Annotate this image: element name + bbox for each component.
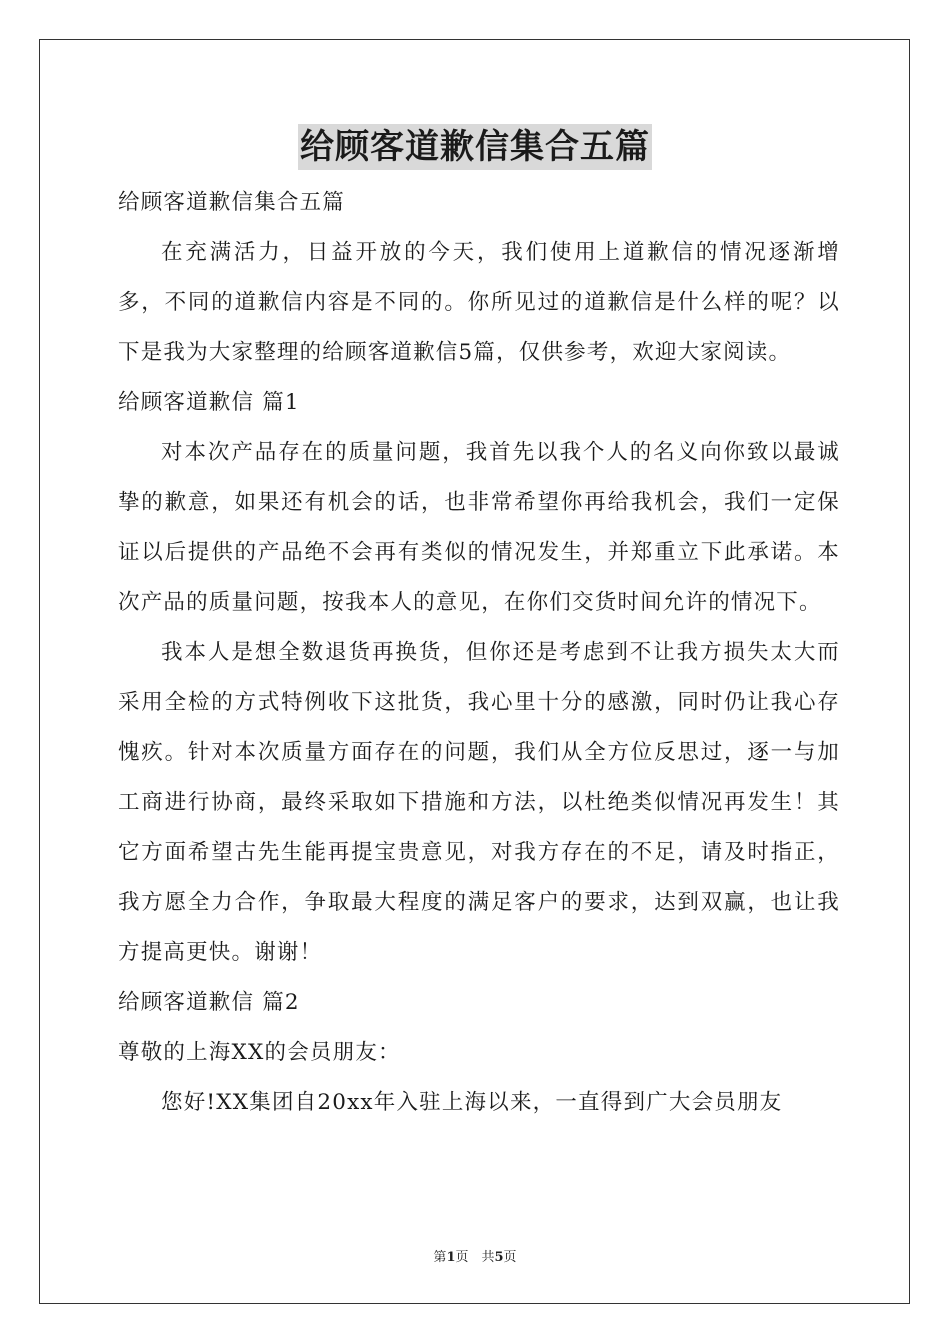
section-heading: 给顾客道歉信 篇1 (118, 390, 300, 415)
document-body (118, 178, 840, 1128)
footer-page-number: 1 (446, 1250, 456, 1265)
footer-mid: 页 共 (455, 1250, 495, 1265)
footer-total-pages: 5 (494, 1250, 504, 1265)
paragraph: 在充满活力，日益开放的今天，我们使用上道歉信的情况逐渐增多，不同的道歉信内容是不同的。你所见过的道歉信是什么样的呢？以下是我为大家整理的给顾客道歉信5篇，仅供参考，欢迎大家阅读。 (118, 240, 840, 365)
paragraph: 给顾客道歉信集合五篇 (118, 190, 346, 215)
footer-suffix: 页 (503, 1250, 517, 1265)
paragraph: 对本次产品存在的质量问题，我首先以我个人的名义向你致以最诚挚的歉意，如果还有机会的话，也非常希望你再给我机会，我们一定保证以后提供的产品绝不会再有类似的情况发生，并郑重立下此承诺。本次产品的质量问题，按我本人的意见，在你们交货时间允许的情况下。 (118, 440, 840, 615)
footer-prefix: 第 (433, 1250, 447, 1265)
document-title: 给顾客道歉信集合五篇 (298, 124, 652, 170)
salutation: 尊敬的上海XX的会员朋友： (118, 1040, 401, 1065)
paragraph: 我本人是想全数退货再换货，但你还是考虑到不让我方损失太大而采用全检的方式特例收下这批货，我心里十分的感激，同时仍让我心存愧疚。针对本次质量方面存在的问题，我们从全方位反思过，逐一与加工商进行协商，最终采取如下措施和方法，以杜绝类似情况再发生！其它方面希望古先生能再提宝贵意见，对我方存在的不足，请及时指正，我方愿全力合作，争取最大程度的满足客户的要求，达到双赢，也让我方提高更快。谢谢！ (118, 640, 840, 965)
section-heading: 给顾客道歉信 篇2 (118, 990, 300, 1015)
page-footer (0, 1246, 950, 1265)
paragraph: 您好!XX集团自20xx年入驻上海以来，一直得到广大会员朋友 (161, 1090, 783, 1115)
title-wrapper (0, 124, 950, 170)
